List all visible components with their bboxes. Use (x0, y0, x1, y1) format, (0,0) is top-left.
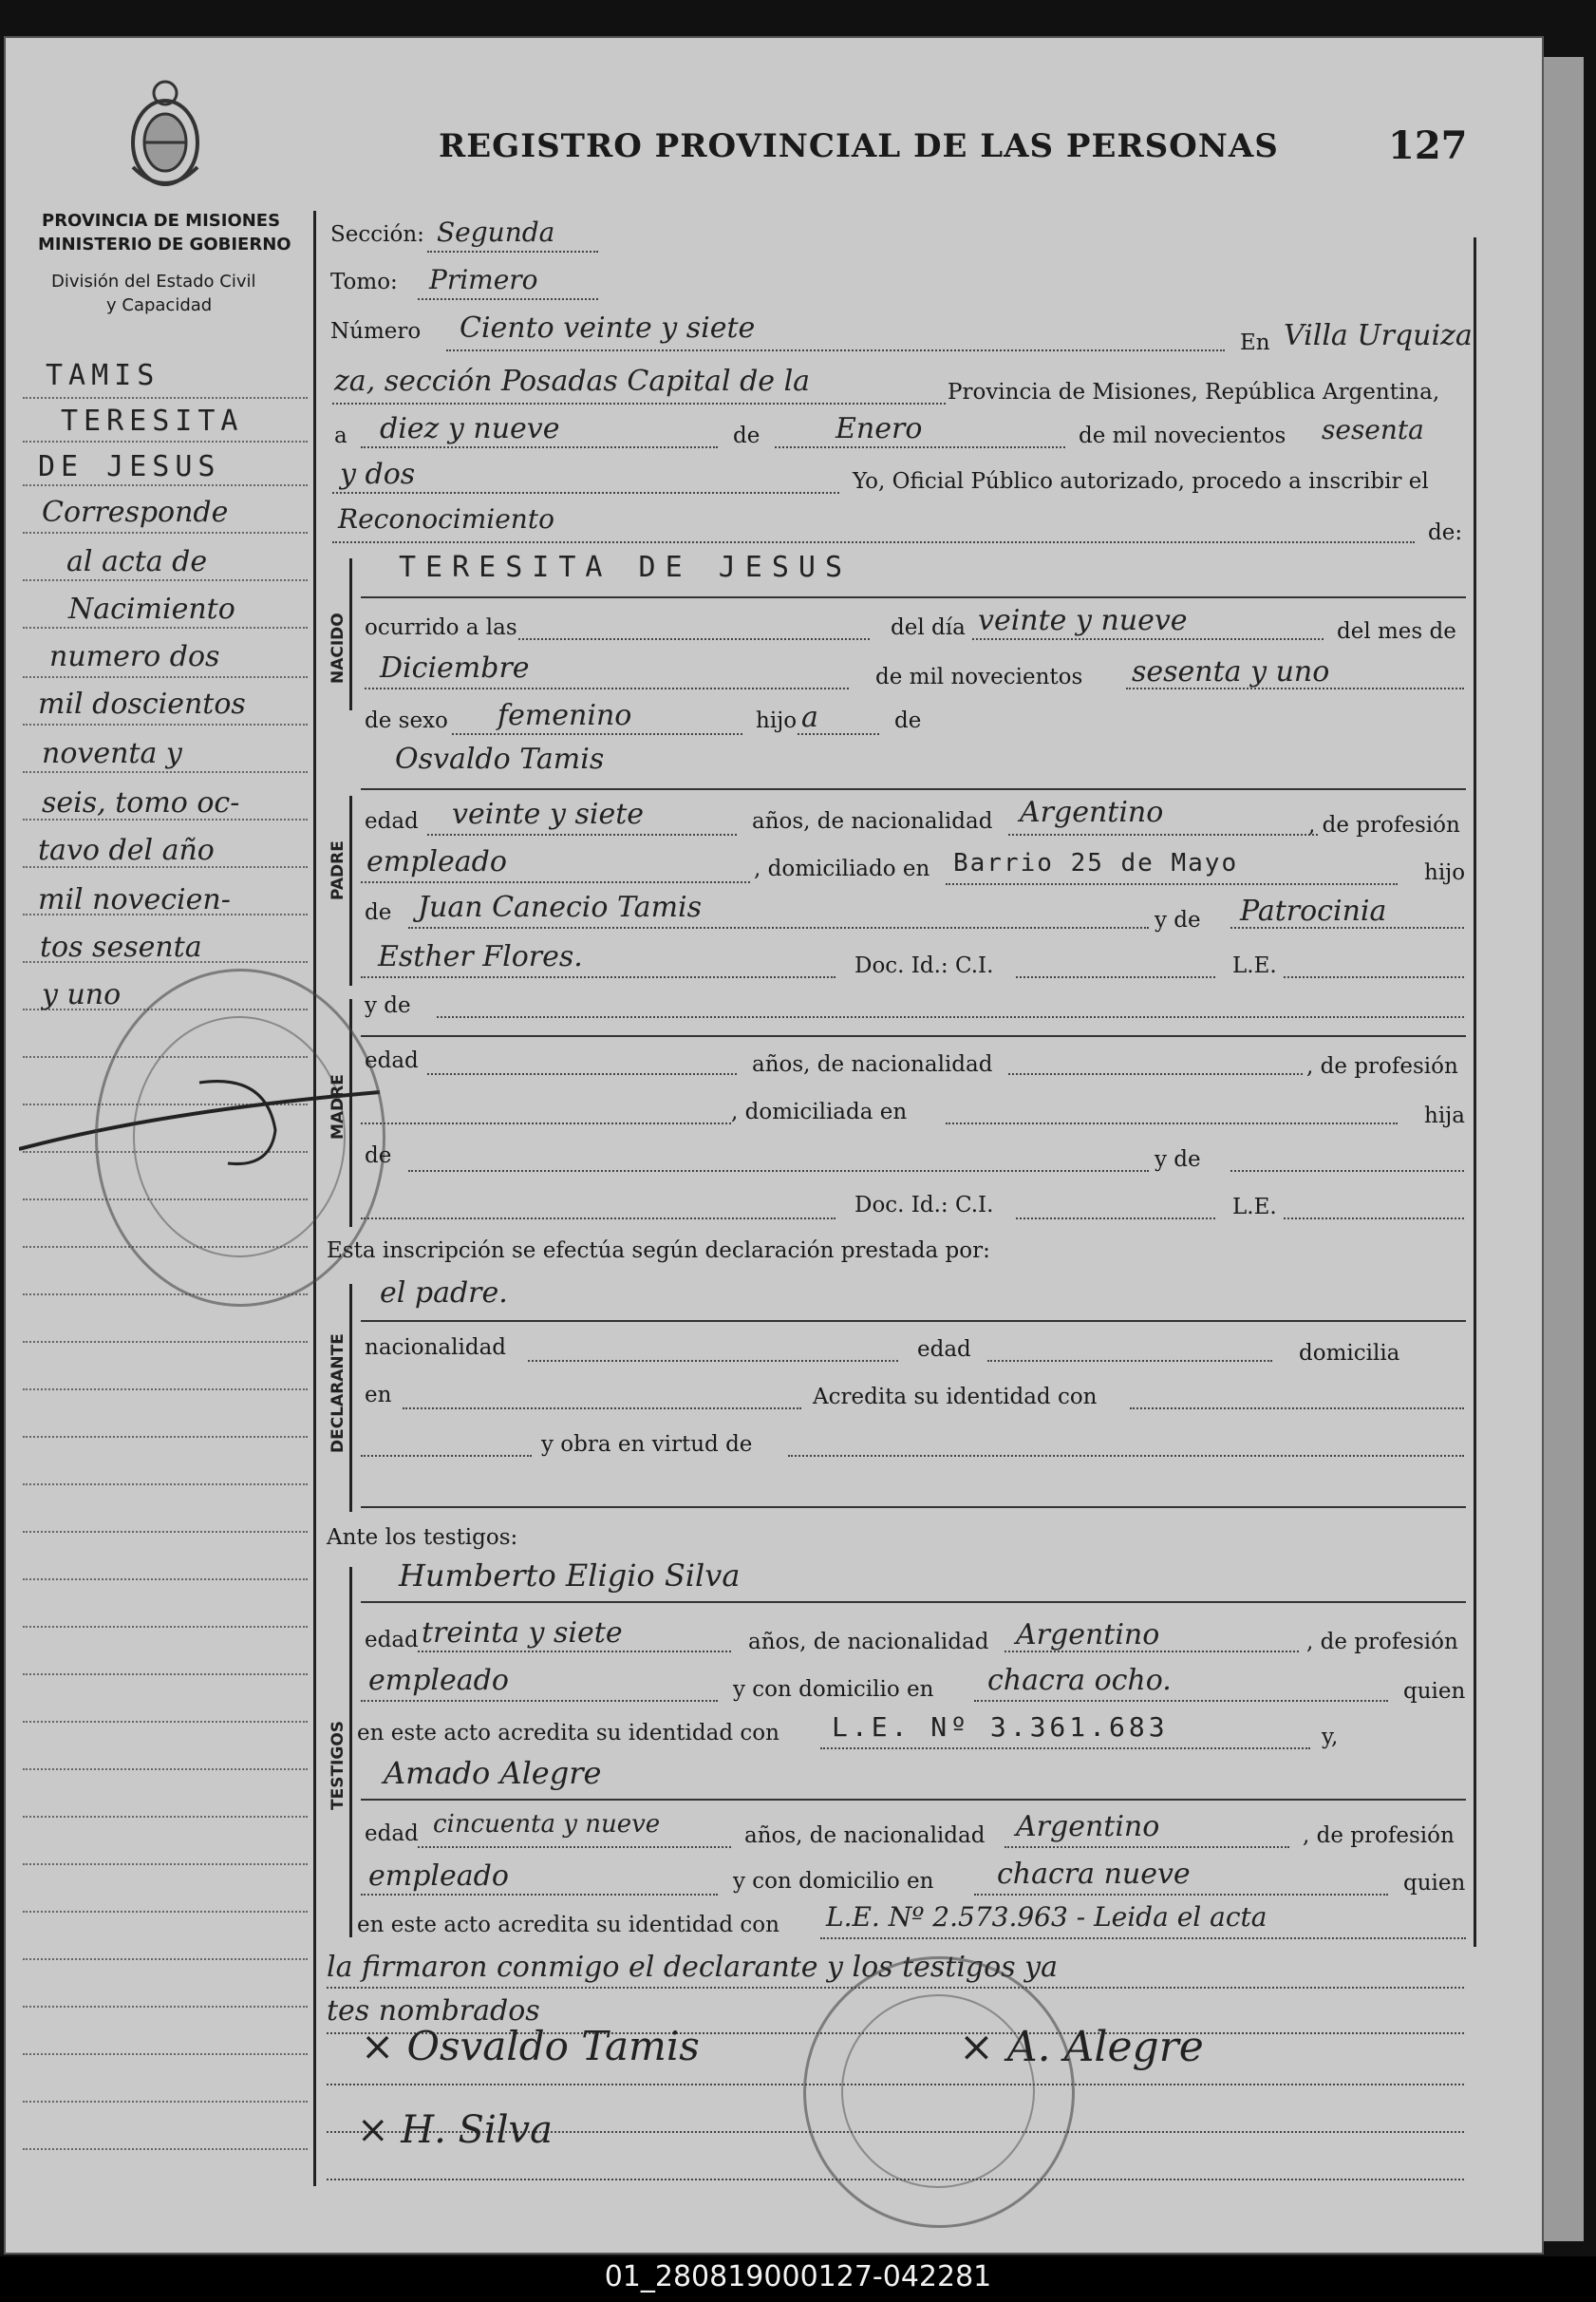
hijo-value: a (801, 701, 818, 734)
declarante-intro: Esta inscripción se efectúa según declaración prestada por: (327, 1238, 990, 1263)
testigo2-name-value: Amado Alegre (384, 1755, 602, 1791)
testigo1-name-line (361, 1601, 1466, 1603)
de-colon: de: (1428, 520, 1463, 545)
madre-name-line (437, 1016, 1464, 1018)
en-label: En (1240, 330, 1270, 355)
testigos-intro: Ante los testigos: (327, 1525, 518, 1550)
madre-le-line (1284, 1217, 1464, 1219)
tomo-line (418, 298, 598, 300)
declarante-acredita-label: Acredita su identidad con (813, 1385, 1098, 1409)
testigo1-dom-value: chacra ocho. (987, 1664, 1172, 1697)
declarante-dom-label: domicilia (1299, 1341, 1400, 1366)
acto-value: Reconocimiento (338, 503, 554, 535)
nacido-dia-value: veinte y nueve (978, 604, 1188, 637)
lugar-line (332, 403, 946, 405)
padre-nac-value: Argentino (1020, 796, 1164, 829)
tomo-value: Primero (429, 264, 538, 295)
mes-value: Enero (836, 412, 923, 445)
declarante-nac-line (528, 1360, 898, 1362)
declarante-section-label: DECLARANTE (329, 1333, 347, 1453)
testigo2-edad-line (418, 1846, 731, 1848)
numero-line (446, 349, 1225, 351)
testigo1-dom-line (974, 1700, 1388, 1702)
registry-seal-bottom-inner (841, 1994, 1035, 2188)
madre-prof-line (361, 1123, 731, 1124)
testigo1-nac-value: Argentino (1016, 1618, 1160, 1651)
testigo1-y-label: y, (1322, 1725, 1339, 1749)
padre-doc-line (1016, 976, 1215, 978)
testigo2-nac-label: años, de nacionalidad (744, 1823, 986, 1848)
madre-y-de2-label: y de (1155, 1147, 1201, 1172)
testigo1-dom-label: y con domicilio en (733, 1677, 934, 1702)
padre-dom-line (946, 883, 1398, 885)
padre-name-value: Osvaldo Tamis (395, 743, 605, 776)
padre-name-line (361, 788, 1466, 790)
padre-prof-label: , de profesión (1308, 813, 1460, 838)
padre-edad-line (427, 834, 737, 836)
testigo2-name-line (361, 1799, 1466, 1801)
seccion-label: Sección: (330, 222, 424, 247)
testigo1-name-value: Humberto Eligio Silva (399, 1557, 741, 1594)
lugar-cont-value: za, sección Posadas Capital de la (334, 365, 811, 398)
testigo1-edad-value: treinta y siete (422, 1616, 623, 1650)
nacido-anio-value: sesenta y uno (1132, 655, 1330, 689)
padre-edad-label: edad (365, 809, 419, 834)
madre-dom-line (946, 1123, 1398, 1124)
hijo-line (798, 733, 879, 735)
testigo1-doc-value: L.E. Nº 3.361.683 (832, 1711, 1169, 1743)
margin-name2: DE JESUS (38, 450, 221, 483)
padre-bracket (349, 796, 352, 986)
margin-note-line: mil novecien- (38, 883, 231, 916)
margin-note-line: seis, tomo oc- (42, 786, 240, 820)
dia-value: diez y nueve (380, 412, 560, 445)
padre-mother-cont-value: Esther Flores. (378, 940, 583, 973)
testigo2-acredita-label: en este acto acredita su identidad con (357, 1913, 779, 1937)
testigo1-nac-line (1005, 1651, 1299, 1652)
testigo1-prof-value: empleado (368, 1664, 509, 1697)
coat-of-arms-icon (118, 76, 213, 199)
sexo-line (452, 733, 742, 735)
org-capacity: y Capacidad (106, 295, 213, 315)
testigo1-acredita-label: en este acto acredita su identidad con (357, 1721, 779, 1745)
org-ministry: MINISTERIO DE GOBIERNO (38, 235, 291, 255)
padre-father-value: Juan Canecio Tamis (418, 891, 703, 924)
testigo1-prof-label: , de profesión (1306, 1630, 1458, 1654)
testigo2-dom-label: y con domicilio en (733, 1869, 934, 1894)
hijo-de-label: de (894, 708, 922, 733)
nacido-section-label: NACIDO (329, 613, 347, 684)
testigo2-quien-label: quien (1403, 1871, 1466, 1896)
margin-note-line: al acta de (66, 545, 208, 578)
madre-doc-label: Doc. Id.: C.I. (854, 1193, 994, 1217)
testigo2-prof-value: empleado (368, 1859, 509, 1893)
ocurrido-label: ocurrido a las (365, 615, 517, 640)
padre-prof-line (361, 881, 750, 883)
testigo1-doc-line (820, 1747, 1310, 1749)
right-border (1474, 237, 1476, 1947)
sexo-label: de sexo (365, 708, 448, 733)
padre-father-line (408, 927, 1149, 929)
margin-note-line: numero dos (49, 640, 220, 673)
testigos-bracket (349, 1567, 352, 1937)
madre-father-line (408, 1170, 1149, 1172)
numero-label: Número (330, 319, 422, 344)
madre-le-label: L.E. (1232, 1195, 1277, 1219)
declarante-edad-line (987, 1360, 1272, 1362)
testigo1-nac-label: años, de nacionalidad (748, 1630, 989, 1654)
padre-y-de-label: y de (1155, 908, 1201, 933)
anio-cont-value: y dos (340, 458, 416, 491)
padre-mother-value: Patrocinia (1240, 895, 1387, 928)
signature-testigo-1: × H. Silva (357, 2108, 553, 2152)
testigo2-edad-value: cincuenta y nueve (433, 1810, 661, 1839)
padre-de-label: de (365, 900, 392, 925)
padre-edad-value: veinte y siete (452, 798, 645, 831)
madre-nac-label: años, de nacionalidad (752, 1052, 993, 1077)
testigo2-nac-line (1005, 1846, 1289, 1848)
madre-dom-label: , domiciliada en (731, 1100, 908, 1124)
closing-text-1: la firmaron conmigo el declarante y los testigos ya (327, 1951, 1058, 1984)
numero-value: Ciento veinte y siete (460, 311, 756, 345)
margin-note-line: Nacimiento (68, 593, 235, 626)
org-division: División del Estado Civil (51, 272, 256, 292)
madre-y-de-label: y de (365, 993, 411, 1018)
page-title: REGISTRO PROVINCIAL DE LAS PERSONAS (439, 127, 1279, 165)
nacido-name-value: TERESITA DE JESUS (399, 551, 853, 584)
madre-section-label: MADRE (329, 1074, 347, 1140)
page-edge (1544, 57, 1584, 2241)
declarante-acredita-line (1130, 1407, 1464, 1409)
padre-dom-label: , domiciliado en (754, 857, 930, 881)
madre-mother-cont-line (361, 1217, 836, 1219)
testigo2-nac-value: Argentino (1016, 1810, 1160, 1843)
page-number: 127 (1388, 123, 1468, 168)
seccion-line (427, 251, 598, 253)
anio-cont-line (332, 492, 839, 494)
margin-note-line: tavo del año (38, 834, 215, 867)
dia-line (361, 446, 718, 448)
registry-seal-left-inner (133, 1016, 346, 1257)
nacido-name-line (361, 596, 1466, 598)
testigo1-edad-line (418, 1651, 731, 1652)
madre-prof-label: , de profesión (1306, 1054, 1458, 1079)
padre-le-label: L.E. (1232, 953, 1277, 978)
nacido-dia-line (972, 638, 1324, 640)
margin-name: TERESITA (61, 405, 244, 438)
padre-mother-line (1230, 927, 1464, 929)
testigo2-doc-value: L.E. Nº 2.573.963 - Leida el acta (826, 1901, 1267, 1933)
anio-prefix: de mil novecientos (1079, 424, 1286, 448)
del-mes-label: del mes de (1337, 619, 1456, 644)
testigo2-doc-line (820, 1937, 1466, 1939)
closing-text-2: tes nombrados (327, 1994, 540, 2028)
padre-le-line (1284, 976, 1464, 978)
hijo-label: hijo (756, 708, 798, 733)
testigo1-edad-label: edad (365, 1628, 419, 1652)
nacido-anio-label: de mil novecientos (875, 665, 1083, 689)
testigo2-dom-line (974, 1894, 1388, 1896)
declarante-name-value: el padre. (380, 1276, 508, 1310)
declarante-obra-line (788, 1455, 1464, 1457)
padre-prof-value: empleado (366, 845, 507, 878)
nacido-mes-value: Diciembre (380, 651, 530, 685)
declarante-end-line (361, 1506, 1466, 1508)
signature-testigo-2: × A. Alegre (959, 2023, 1204, 2071)
padre-dom-value: Barrio 25 de Mayo (953, 849, 1239, 877)
declarante-obra-label: y obra en virtud de (541, 1432, 753, 1457)
testigo2-edad-label: edad (365, 1821, 419, 1846)
madre-edad-line (427, 1073, 737, 1075)
nacido-bracket (349, 558, 352, 710)
nacido-anio-line (1126, 688, 1464, 689)
margin-note-line: y uno (42, 978, 122, 1011)
acto-line (332, 541, 1415, 543)
padre-mother-cont-line (361, 976, 836, 978)
de-label: de (733, 424, 760, 448)
margin-note-line: Corresponde (42, 496, 229, 529)
margin-note-line: mil doscientos (38, 688, 246, 721)
margin-note-line: noventa y (42, 737, 182, 770)
sexo-value: femenino (498, 699, 632, 732)
testigo2-prof-label: , de profesión (1303, 1823, 1455, 1848)
declarante-en-line (403, 1407, 801, 1409)
padre-doc-label: Doc. Id.: C.I. (854, 953, 994, 978)
madre-hija-label: hija (1424, 1104, 1466, 1128)
nacido-mes-line (365, 688, 849, 689)
signature-declarante: × Osvaldo Tamis (361, 2023, 700, 2069)
madre-edad-label: edad (365, 1048, 419, 1073)
padre-section-label: PADRE (329, 840, 347, 900)
mes-line (775, 446, 1065, 448)
ocurrido-line (518, 638, 870, 640)
declarante-name-line (361, 1320, 1466, 1322)
testigo2-dom-value: chacra nueve (997, 1858, 1191, 1891)
declarante-doc-line (361, 1455, 532, 1457)
madre-sep-line (361, 1035, 1466, 1037)
madre-de-label: de (365, 1143, 392, 1168)
lugar-value: Villa Urquiza (1284, 319, 1473, 352)
padre-hijo-label: hijo (1424, 860, 1466, 885)
declarante-bracket (349, 1284, 352, 1512)
madre-doc-line (1016, 1217, 1215, 1219)
margin-note-line: tos sesenta (40, 931, 202, 964)
madre-mother-line (1230, 1170, 1464, 1172)
testigos-section-label: TESTIGOS (329, 1720, 347, 1810)
provincia-text: Provincia de Misiones, República Argentina, (948, 380, 1440, 405)
testigo1-prof-line (361, 1700, 718, 1702)
padre-nac-line (1008, 834, 1318, 836)
org-province: PROVINCIA DE MISIONES (42, 211, 281, 231)
margin-surname: TAMIS (46, 359, 160, 392)
declarante-en-label: en (365, 1383, 392, 1407)
testigo2-prof-line (361, 1894, 718, 1896)
madre-nac-line (1008, 1073, 1303, 1075)
oficial-text: Yo, Oficial Público autorizado, procedo a inscribir el (853, 469, 1429, 494)
image-id-caption: 01_280819000127-042281 (604, 2260, 992, 2293)
del-dia-label: del día (891, 615, 966, 640)
anio-value: sesenta (1322, 414, 1424, 445)
seccion-value: Segunda (437, 217, 555, 248)
declarante-edad-label: edad (917, 1337, 971, 1362)
declarante-nac-label: nacionalidad (365, 1335, 507, 1360)
tomo-label: Tomo: (330, 270, 398, 294)
padre-nac-label: años, de nacionalidad (752, 809, 993, 834)
a-label: a (334, 424, 347, 448)
testigo1-quien-label: quien (1403, 1679, 1466, 1704)
